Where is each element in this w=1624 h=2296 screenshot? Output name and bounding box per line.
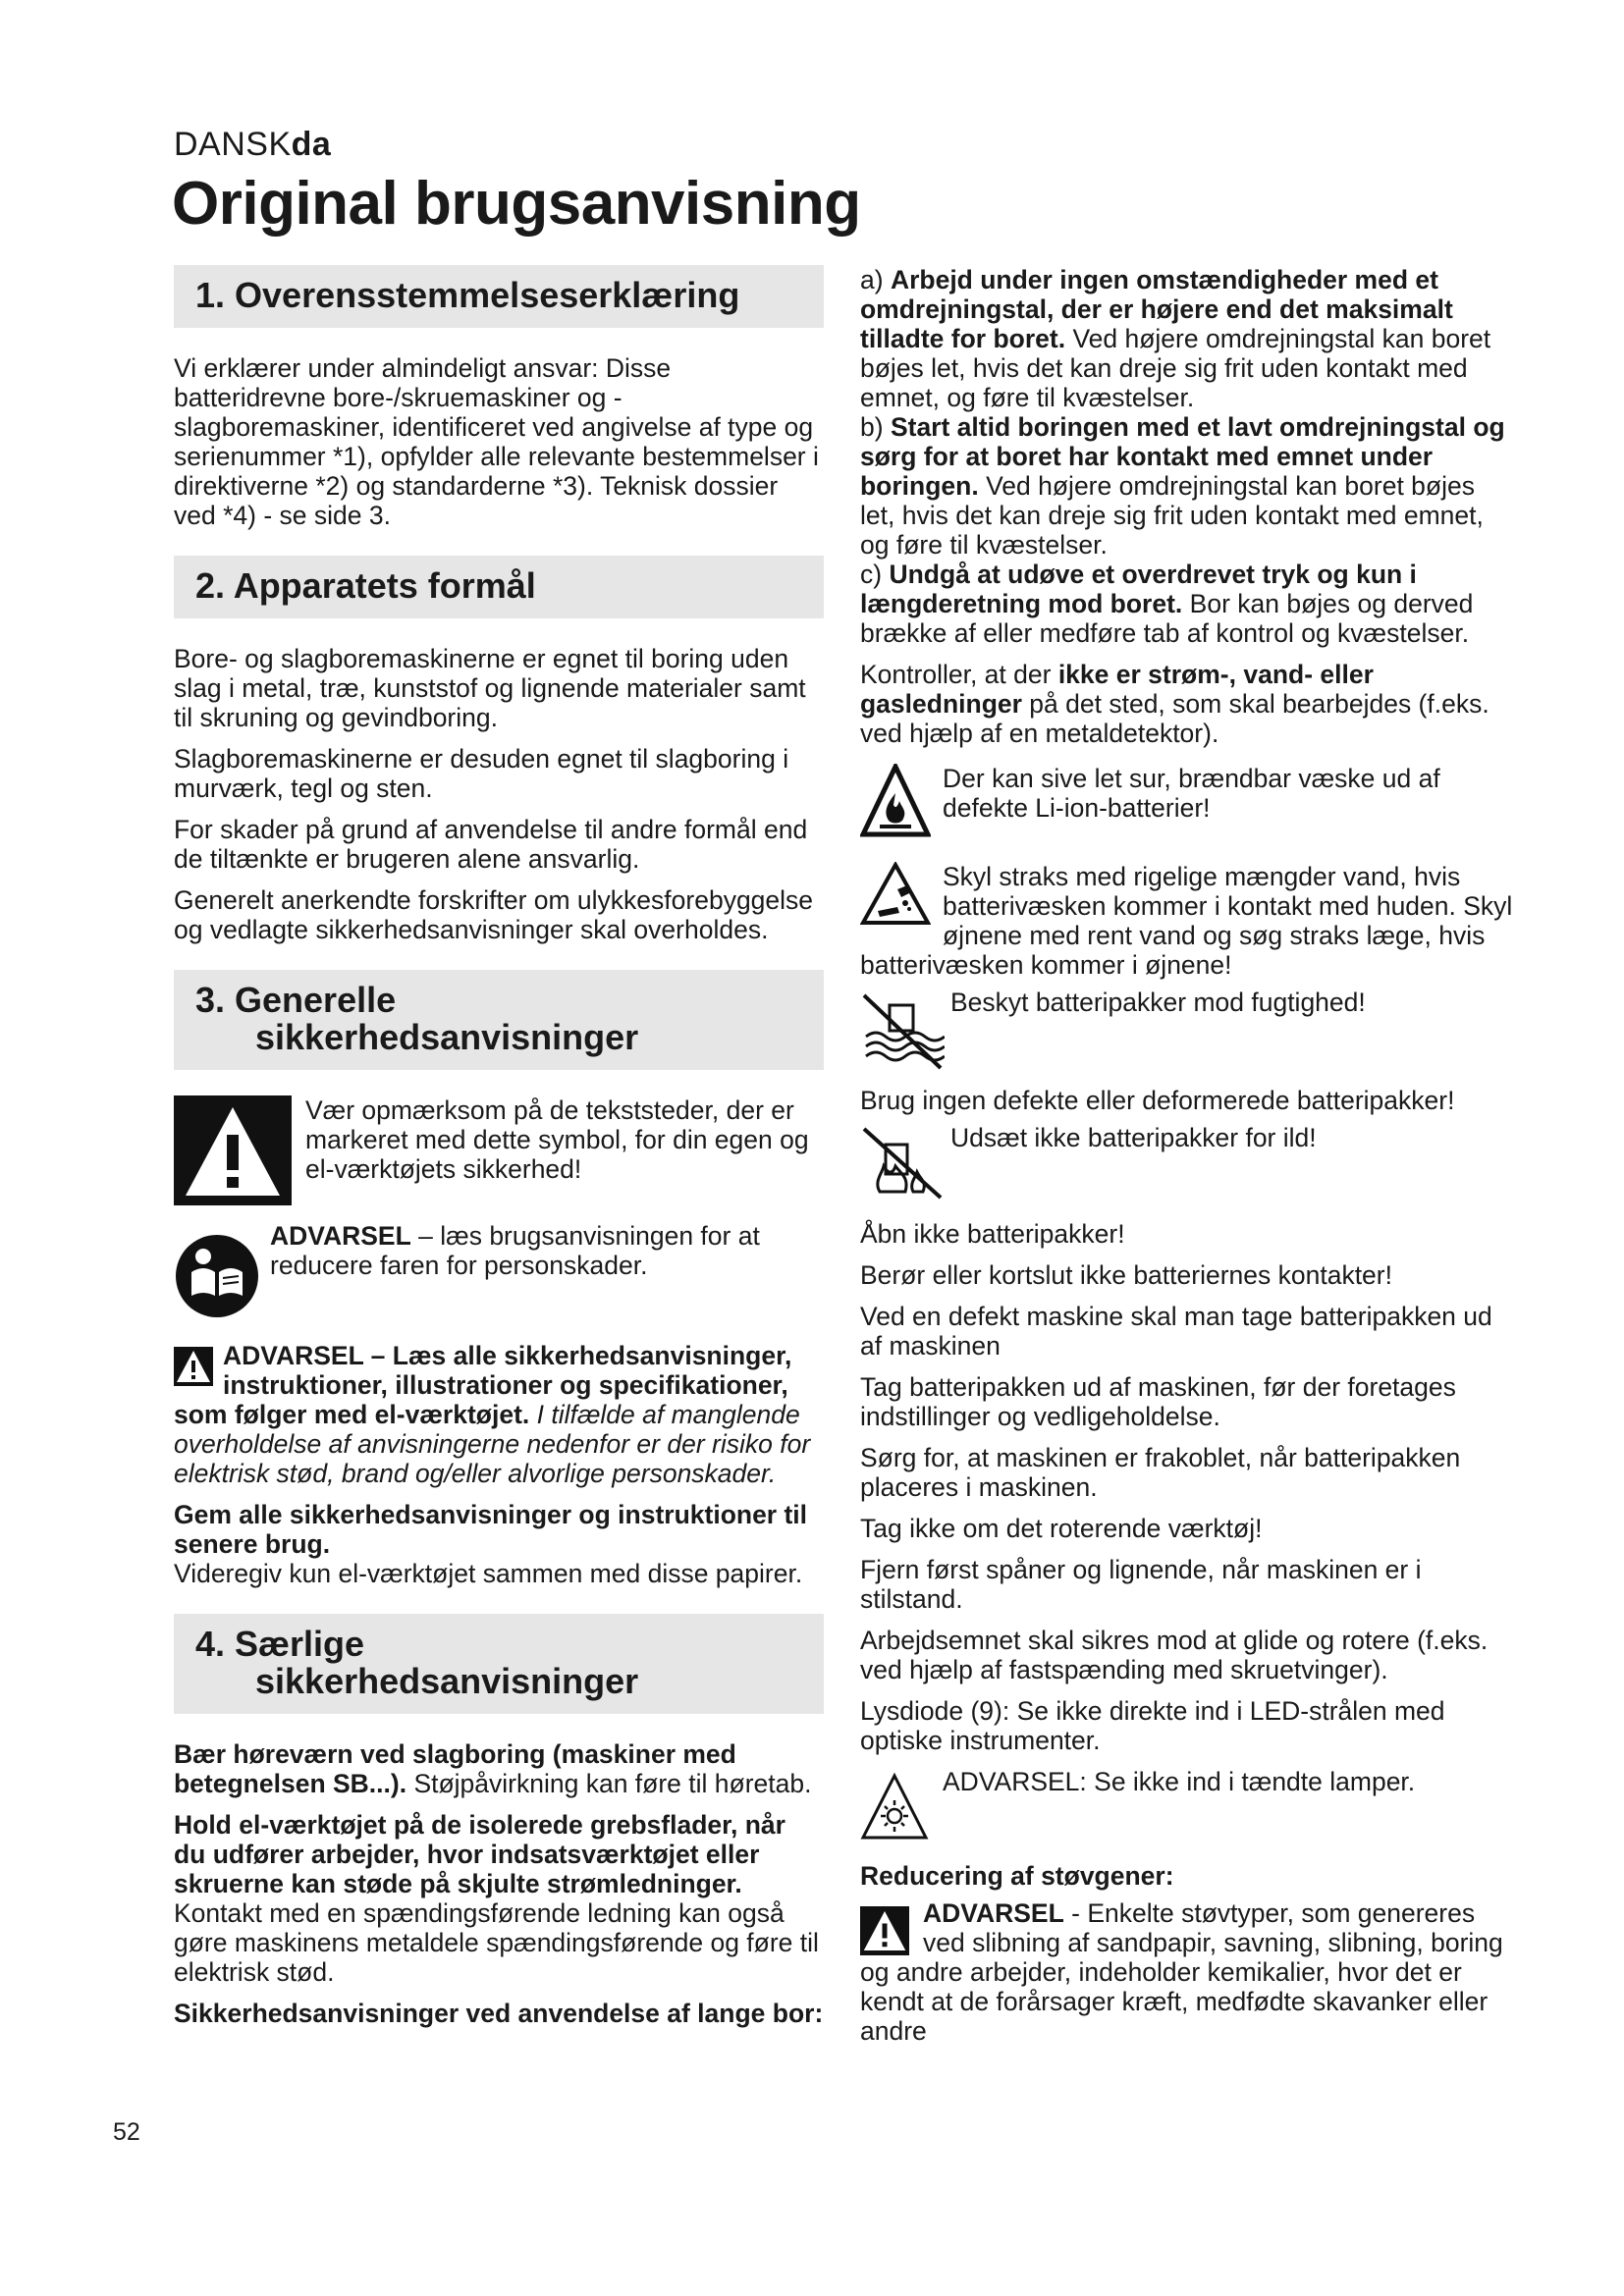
- read-manual-text: [270, 1221, 824, 1280]
- item-b: [860, 412, 1516, 560]
- right-column: [860, 265, 1516, 2057]
- moisture-row: [860, 988, 1516, 1072]
- language-label: [174, 126, 331, 164]
- lamp-warning-icon: [860, 1773, 929, 1842]
- list-line-4: Tag batteripakken ud af maskinen, før der foretages indstillinger og vedligeholdelse.: [860, 1372, 1456, 1431]
- read-manual-row: [174, 1221, 824, 1319]
- flammable-row: [860, 764, 1516, 840]
- section-3-heading: [174, 970, 824, 1070]
- list-line-2: Berør eller kortslut ikke batteriernes kontakter!: [860, 1260, 1392, 1290]
- list-line-8: Arbejdsemnet skal sikres mod at glide og rotere (f.eks. ved hjælp af fastspænding med skruetvinger).: [860, 1626, 1489, 1684]
- dust-warning-icon: [860, 1906, 909, 1955]
- item-a: [860, 265, 1516, 412]
- item-b-prefix: b): [860, 412, 891, 442]
- advarsel-text: – læs brugsanvisningen for at reducere faren for personskader.: [270, 1221, 760, 1280]
- list-line-9: Lysdiode (9): Se ikke direkte ind i LED-strålen med optiske instrumenter.: [860, 1696, 1445, 1755]
- dust-heading: [860, 1861, 1516, 1891]
- long-bits-heading-bold: Sikkerhedsanvisninger ved anvendelse af lange bor:: [174, 1999, 824, 2028]
- fire-text: Udsæt ikke batteripakker for ild!: [950, 1123, 1317, 1152]
- language-name: DANSK: [174, 126, 292, 163]
- insulated-grip-text: Kontakt med en spændingsførende ledning kan også gøre maskinens metaldele spændingsførende og føre til elektrisk stød.: [174, 1898, 819, 1987]
- advarsel-label: ADVARSEL: [270, 1221, 411, 1251]
- section-2-p1: Bore- og slagboremaskinerne er egnet til boring uden slag i metal, træ, kunststof og lignende materialer samt til skruning og gevindboring.: [174, 644, 806, 732]
- item-a-text: Ved højere omdrejningstal kan boret bøjes let, hvis det kan dreje sig frit uden kontakt med emnet, og føre til kvæstelser.: [860, 324, 1491, 412]
- item-b-bold: Start altid boringen med et lavt omdrejningstal og sørg for at boret har kontakt med emnet under boringen.: [860, 412, 1505, 501]
- lamp-text: ADVARSEL: Se ikke ind i tændte lamper.: [943, 1767, 1416, 1796]
- section-2-heading: 2. Apparatets formål: [174, 556, 824, 618]
- item-c: [860, 560, 1516, 648]
- section-3-heading-line1: 3. Generelle: [195, 980, 397, 1020]
- insulated-grip-bold: Hold el-værktøjet på de isolerede grebsflader, når du udfører arbejder, hvor indsatsværktøjet eller skruerne kan støde på skjulte strømledninger.: [174, 1810, 785, 1898]
- item-c-bold: Undgå at udøve et overdrevet tryk og kun i længderetning mod boret.: [860, 560, 1417, 618]
- corrosive-text: Skyl straks med rigelige mængder vand, hvis batterivæsken kommer i kontakt med huden. Skyl øjnene med rent vand og søg straks læge, hvis batterivæsken kommer i øjnene!: [860, 862, 1513, 980]
- language-code: da: [291, 126, 332, 163]
- keep-instructions-bold-text: Gem alle sikkerhedsanvisninger og instruktioner til senere brug.: [174, 1500, 808, 1559]
- keep-instructions-bold: [174, 1500, 824, 1559]
- general-warning-italic: I tilfælde af manglende overholdelse af anvisningerne nedenfor er der risiko for elektrisk stød, brand og/eller alvorlige personskader.: [174, 1400, 811, 1488]
- document-title: Original brugsanvisning: [172, 170, 861, 238]
- section-2-p3: For skader på grund af anvendelse til andre formål end de tiltænkte er brugeren alene ansvarlig.: [174, 815, 808, 874]
- section-4-heading-line1: 4. Særlige: [195, 1624, 365, 1664]
- hearing-protection-text: Støjpåvirkning kan føre til høretab.: [406, 1769, 812, 1798]
- section-4-heading: [174, 1614, 824, 1714]
- hearing-protection-bold: Bær høreværn ved slagboring (maskiner med betegnelsen SB...).: [174, 1739, 736, 1798]
- item-a-prefix: a): [860, 265, 891, 294]
- symbol-note-text: Vær opmærksom på de tekststeder, der er markeret med dette symbol, for din egen og el-værktøjets sikkerhed!: [305, 1095, 809, 1184]
- list-line-7: Fjern først spåner og lignende, når maskinen er i stilstand.: [860, 1555, 1422, 1614]
- section-1-body: Vi erklærer under almindeligt ansvar: Disse batteridrevne bore-/skruemaskiner og -slagboremaskiner, identificeret ved angivelse af type og serienummer *1), opfylder alle relevante bestemmelser i direktiverne *2) og standarderne *3). Teknisk dossier ved *4) - se side 3.: [174, 353, 819, 530]
- dust-warning-bold: ADVARSEL: [923, 1898, 1064, 1928]
- lamp-row: [860, 1767, 1516, 1842]
- section-1-heading: 1. Overensstemmelseserklæring: [174, 265, 824, 328]
- corrosive-block: [860, 862, 1516, 980]
- no-moisture-icon: [860, 988, 945, 1072]
- insulated-grip: [174, 1810, 824, 1987]
- symbol-note-row: [174, 1095, 824, 1205]
- no-fire-icon: [860, 1123, 945, 1201]
- long-bits-heading: [174, 1999, 824, 2028]
- list-line-3: Ved en defekt maskine skal man tage batteripakken ud af maskinen: [860, 1302, 1492, 1361]
- section-3-heading-line2: sikkerhedsanvisninger: [255, 1017, 639, 1057]
- check-lines-text1: Kontroller, at der: [860, 660, 1058, 689]
- flammable-text: Der kan sive let sur, brændbar væske ud af defekte Li-ion-batterier!: [943, 764, 1440, 823]
- item-c-prefix: c): [860, 560, 890, 589]
- defect-packs: Brug ingen defekte eller deformerede batteripakker!: [860, 1086, 1455, 1115]
- section-4-heading-line2: sikkerhedsanvisninger: [255, 1661, 639, 1701]
- dust-heading-bold: Reducering af støvgener:: [860, 1861, 1174, 1891]
- corrosive-icon: [860, 862, 931, 927]
- read-manual-icon: [174, 1233, 260, 1319]
- flammable-icon: [860, 764, 931, 840]
- small-warning-icon: [174, 1347, 213, 1386]
- section-2-p4: Generelt anerkendte forskrifter om ulykkesforebyggelse og vedlagte sikkerhedsanvisninger skal overholdes.: [174, 885, 814, 944]
- item-b-text: Ved højere omdrejningstal kan boret bøjes let, hvis det kan dreje sig frit uden kontakt med emnet, og føre til kvæstelser.: [860, 471, 1484, 560]
- item-a-bold: Arbejd under ingen omstændigheder med et omdrejningstal, der er højere end det maksimalt tilladte for boret.: [860, 265, 1453, 353]
- left-column: [174, 265, 824, 2040]
- dust-warning-text: - Enkelte støvtyper, som genereres ved slibning af sandpapir, savning, slibning, boring og andre arbejder, indeholder kemikalier, hvor det er kendt at de forårsager kræft, medfødte skavanker eller andre: [860, 1898, 1503, 2046]
- warning-triangle-icon: [174, 1095, 292, 1205]
- check-lines-bold: ikke er strøm-, vand- eller gasledninger: [860, 660, 1374, 719]
- section-2-p2: Slagboremaskinerne er desuden egnet til slagboring i murværk, tegl og sten.: [174, 744, 789, 803]
- keep-instructions-text: Videregiv kun el-værktøjet sammen med disse papirer.: [174, 1559, 803, 1588]
- dust-warning-block: [860, 1898, 1516, 2046]
- hearing-protection: [174, 1739, 824, 1798]
- list-line-6: Tag ikke om det roterende værktøj!: [860, 1514, 1263, 1543]
- moisture-text: Beskyt batteripakker mod fugtighed!: [950, 988, 1366, 1017]
- item-c-text: Bor kan bøjes og derved brække af eller medføre tab af kontrol og kvæstelser.: [860, 589, 1474, 648]
- check-lines-text2: på det sted, som skal bearbejdes (f.eks. ved hjælp af en metaldetektor).: [860, 689, 1489, 748]
- general-warning-block: [174, 1341, 824, 1488]
- check-lines: [860, 660, 1516, 748]
- page-number: 52: [113, 2118, 140, 2146]
- general-warning-bold: ADVARSEL – Læs alle sikkerhedsanvisninger, instruktioner, illustrationer og specifikationer, som følger med el-værktøjet.: [174, 1341, 792, 1429]
- list-line-1: Åbn ikke batteripakker!: [860, 1219, 1125, 1249]
- fire-row: [860, 1123, 1516, 1201]
- list-line-5: Sørg for, at maskinen er frakoblet, når batteripakken placeres i maskinen.: [860, 1443, 1461, 1502]
